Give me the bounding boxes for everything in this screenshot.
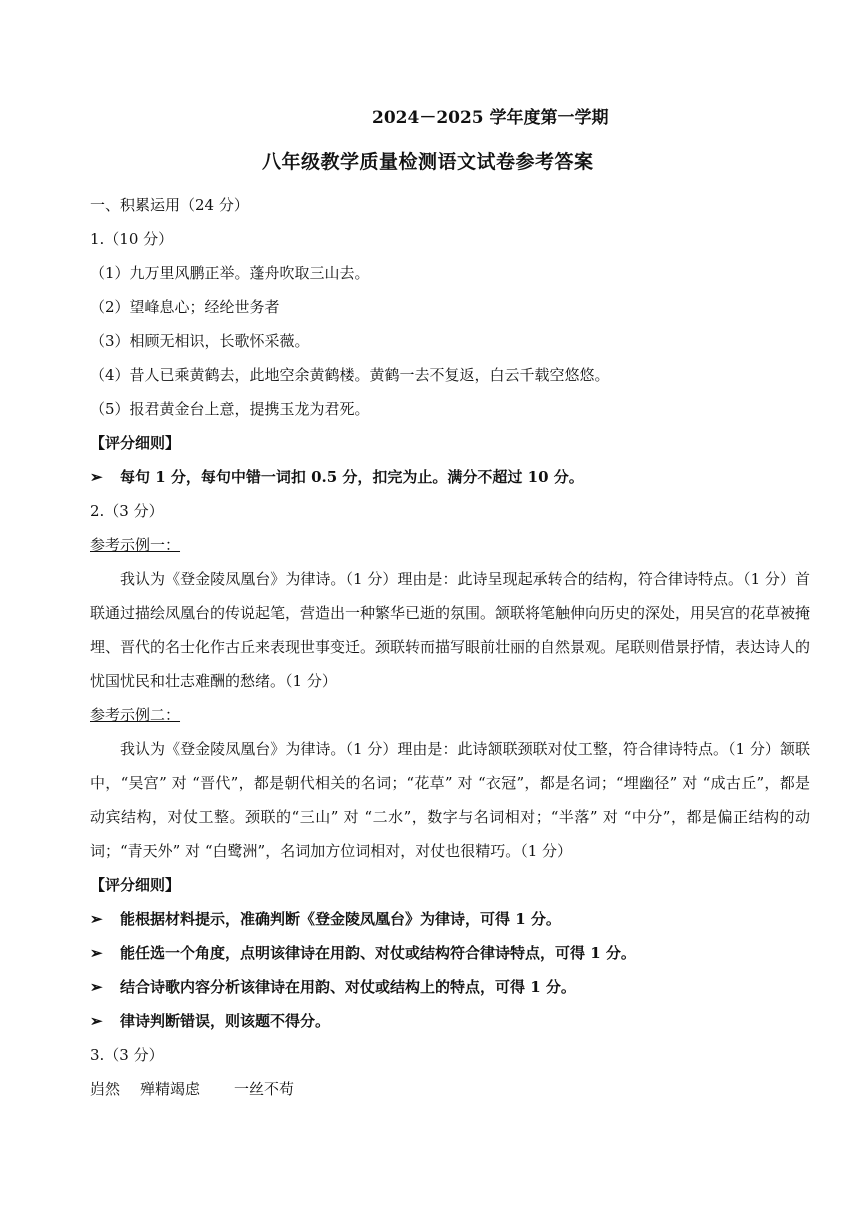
q2-example1-text: 我认为《登金陵凤凰台》为律诗。（1 分）理由是：此诗呈现起承转合的结构，符合律诗特点。（1 分）首联通过描绘凤凰台的传说起笔，营造出一种繁华已逝的氛围。颔联将笔触伸向历史的深处，用吴宫的花草被掩埋、晋代的名士化作古丘来表现世事变迁。颈联转而描写眼前壮丽的自然景观。尾联则借景抒情，表达诗人的忧国忧民和壮志难酬的愁绪。（1 分） [90,570,811,690]
q1-answer-1: （1）九万里风鹏正举。蓬舟吹取三山去。 [90,264,370,282]
q1-answer-2: （2）望峰息心；经纶世务者 [90,298,280,316]
arrow-bullet-icon: ➢ [90,944,103,962]
q3-answer-2: 殚精竭虑 [140,1080,201,1098]
q2-rubric-item-2: ➢ 能任选一个角度，点明该律诗在用韵、对仗或结构符合律诗特点，可得 1 分。 [90,936,810,970]
title-term: 2024－2025 学年度第一学期 [372,108,609,128]
arrow-bullet-icon: ➢ [90,978,103,996]
document-body [90,188,810,1106]
q1-answer-4: （4）昔人已乘黄鹤去，此地空余黄鹤楼。黄鹤一去不复返，白云千载空悠悠。 [90,366,610,384]
q1-answer-5: （5）报君黄金台上意，提携玉龙为君死。 [90,400,370,418]
q2-example2-text: 我认为《登金陵凤凰台》为律诗。（1 分）理由是：此诗颔联颈联对仗工整，符合律诗特点。（1 分）颔联中，“吴宫” 对 “晋代”，都是朝代相关的名词；“花草” 对 “衣冠”，都是名词；“埋幽径” 对 “成古丘”，都是动宾结构，对仗工整。颈联的“三山” 对 “二水”，数字与名词相对；“半落” 对 “中分”，都是偏正结构的动词；“青天外” 对 “白鹭洲”，名词加方位词相对，对仗也很精巧。（1 分） [90,740,810,860]
title-main: 八年级教学质量检测语文试卷参考答案 [262,151,594,173]
q3-answers [90,1072,810,1106]
q2-rubric-item-1: ➢ 能根据材料提示，准确判断《登金陵凤凰台》为律诗，可得 1 分。 [90,902,810,936]
arrow-bullet-icon: ➢ [90,1012,103,1030]
q1-rubric-heading: 【评分细则】 [90,434,181,452]
section-heading: 一、积累运用（24 分） [90,196,249,214]
arrow-bullet-icon: ➢ [90,910,103,928]
q2-example2-label: 参考示例二： [90,706,181,724]
q2-rubric-heading: 【评分细则】 [90,876,181,894]
q1-rubric-item: ➢ 每句 1 分，每句中错一词扣 0.5 分，扣完为止。满分不超过 10 分。 [90,460,810,494]
q3-label: 3.（3 分） [90,1046,164,1064]
q1-label: 1.（10 分） [90,230,174,248]
q2-label: 2.（3 分） [90,502,164,520]
q2-rubric-item-3: ➢ 结合诗歌内容分析该律诗在用韵、对仗或结构上的特点，可得 1 分。 [90,970,810,1004]
q2-rubric-item-4: ➢ 律诗判断错误，则该题不得分。 [90,1004,810,1038]
arrow-bullet-icon: ➢ [90,468,103,486]
q1-answer-3: （3）相顾无相识，长歌怀采薇。 [90,332,310,350]
q2-example1-label: 参考示例一： [90,536,181,554]
q3-answer-3: 一丝不苟 [234,1080,295,1098]
q3-answer-1: 岿然 [90,1080,121,1098]
